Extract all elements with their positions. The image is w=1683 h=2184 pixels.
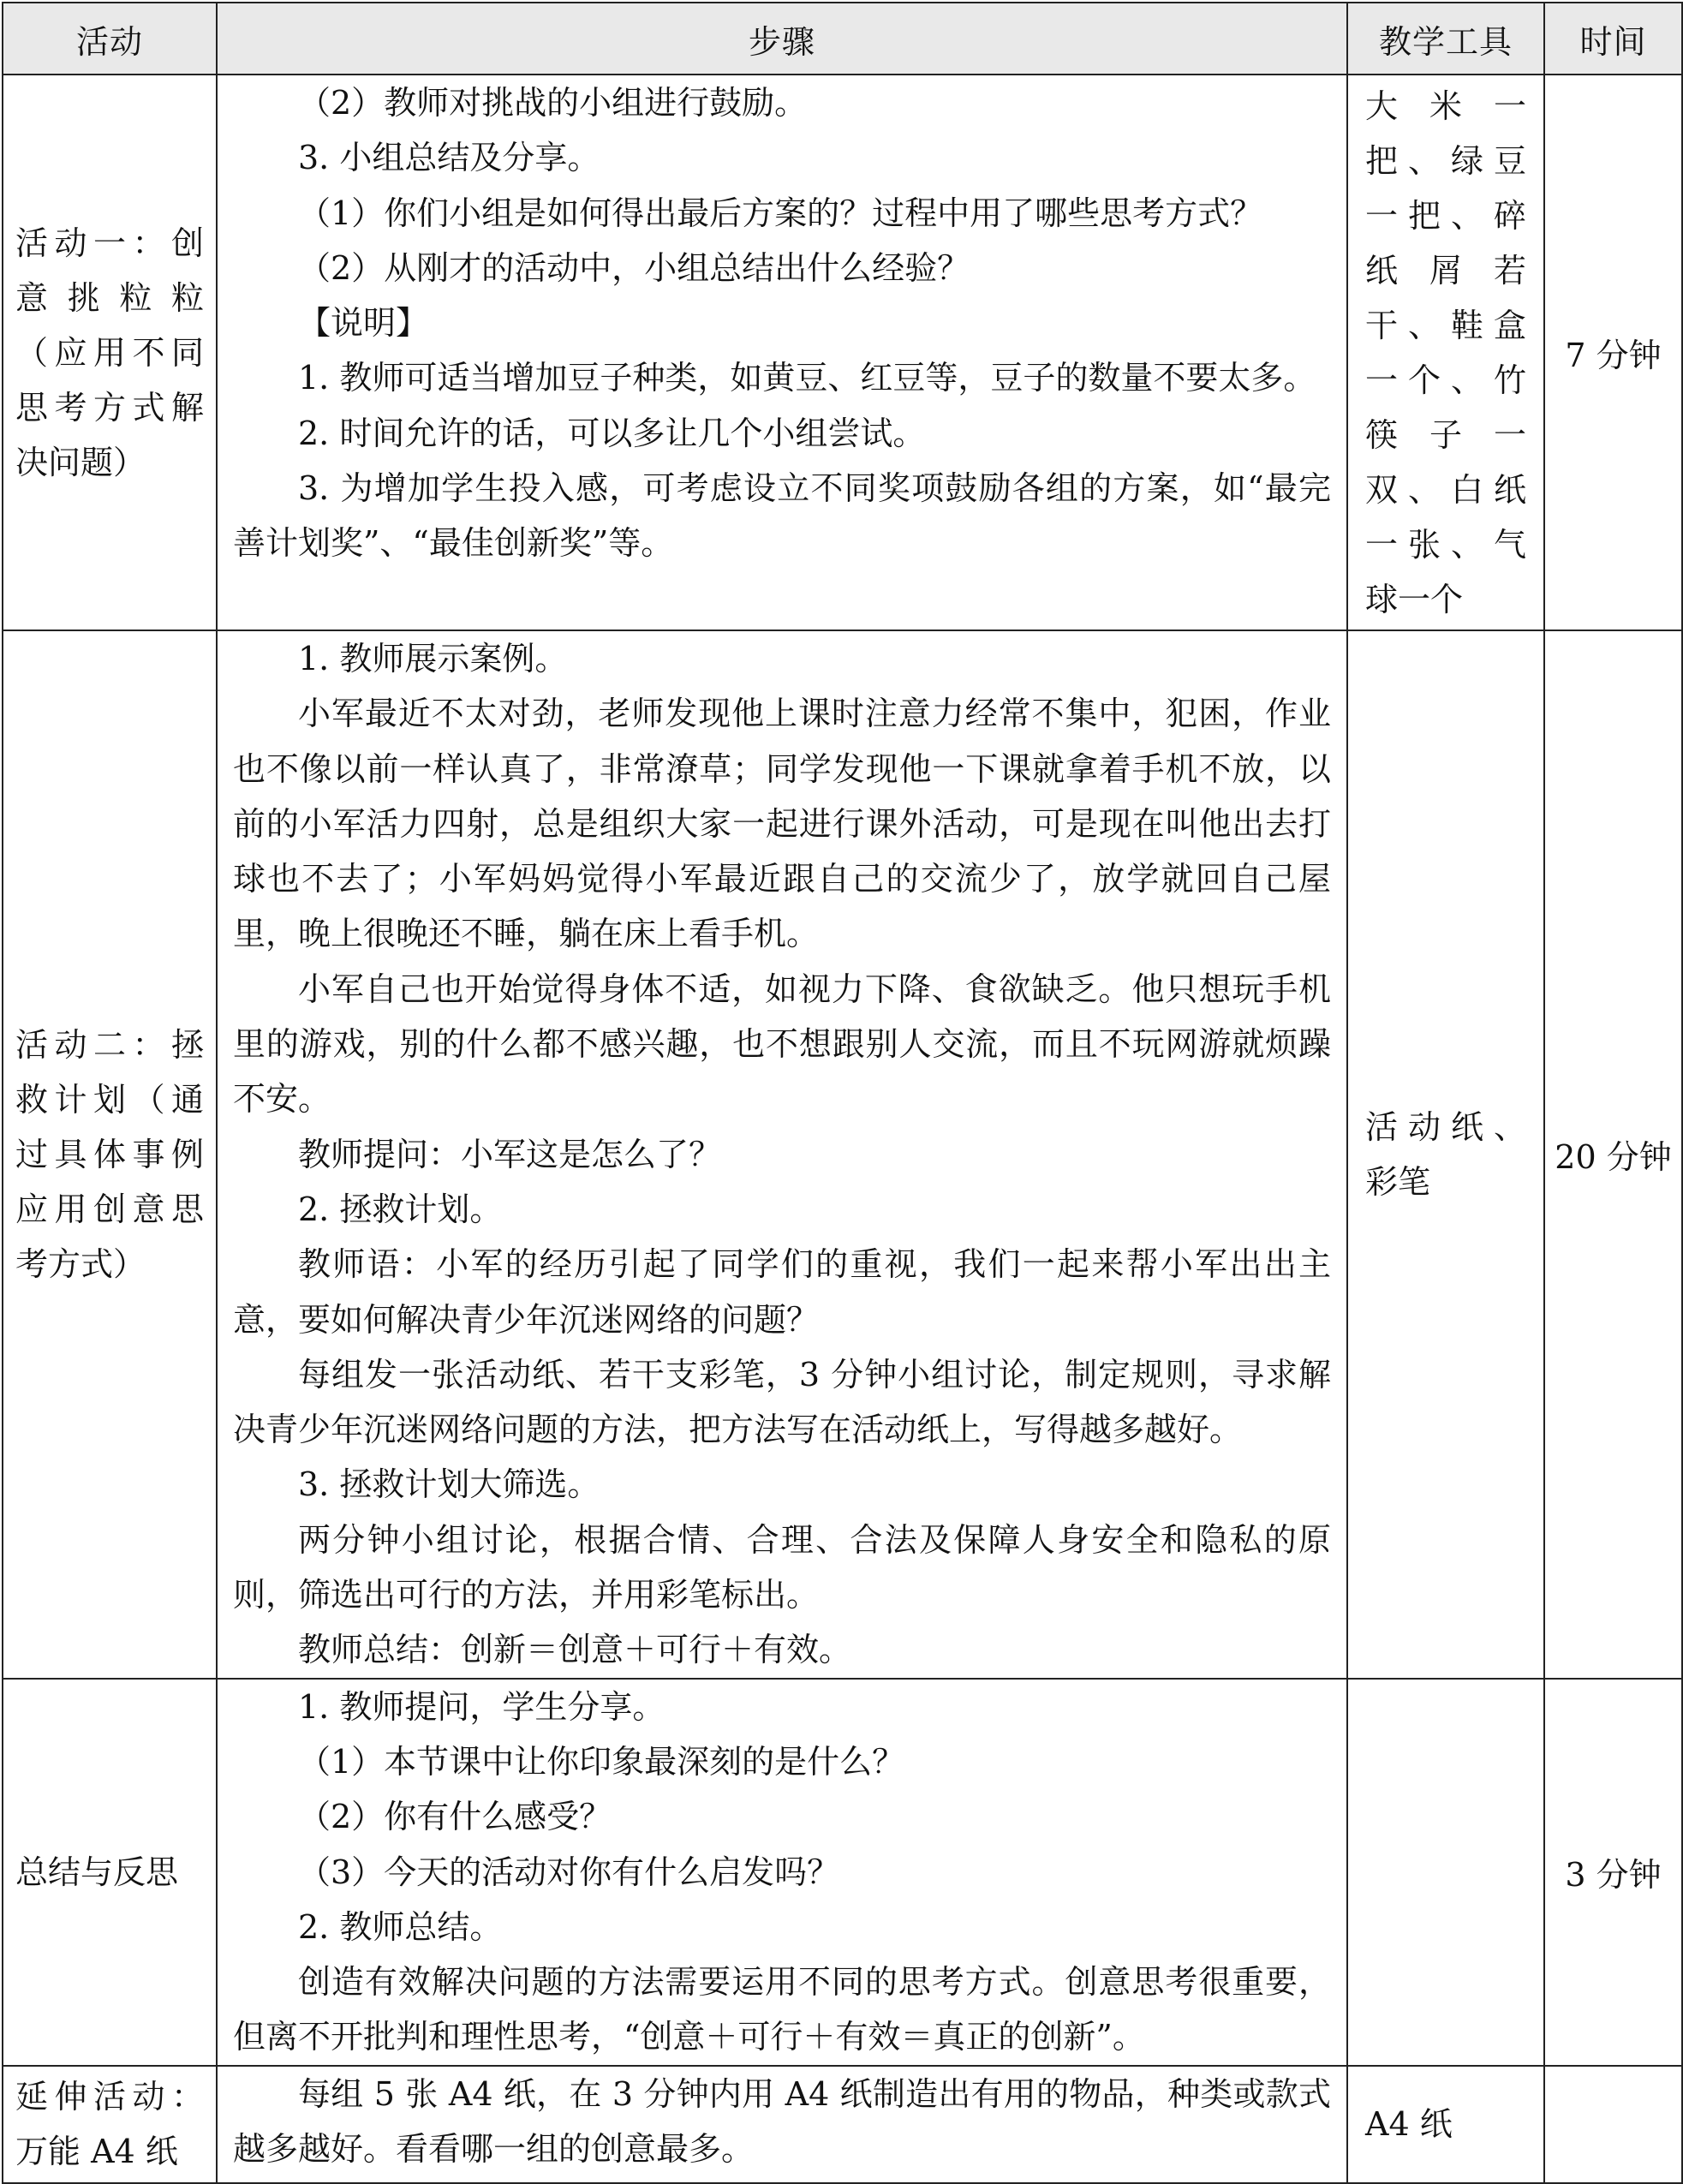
- step-paragraph: 教师语：小军的经历引起了同学们的重视，我们一起来帮小军出出主意，要如何解决青少年沉迷网络的问题？: [233, 1245, 1331, 1339]
- step-paragraph: （1）你们小组是如何得出最后方案的？过程中用了哪些思考方式？: [298, 194, 1263, 232]
- step-paragraph: （2）你有什么感受？: [298, 1798, 612, 1836]
- step-paragraph: 1. 教师展示案例。: [298, 640, 568, 677]
- table-header-row: [3, 3, 1682, 75]
- tools-cell: 大米一把、绿豆一把、碎纸屑若干、鞋盒一个、竹筷子一双、白纸一张、气球一个: [1347, 75, 1544, 630]
- header-steps: 步骤: [217, 3, 1347, 75]
- header-tools: 教学工具: [1347, 3, 1544, 75]
- step-paragraph: 小军自己也开始觉得身体不适，如视力下降、食欲缺乏。他只想玩手机里的游戏，别的什么都不感兴趣，也不想跟别人交流，而且不玩网游就烦躁不安。: [233, 970, 1331, 1119]
- step-paragraph: 3. 小组总结及分享。: [298, 139, 600, 177]
- steps-cell: [217, 2066, 1347, 2183]
- header-time: 时间: [1544, 3, 1682, 75]
- step-paragraph: 每组发一张活动纸、若干支彩笔，3 分钟小组讨论，制定规则，寻求解决青少年沉迷网络问题的方法，把方法写在活动纸上，写得越多越好。: [233, 1355, 1331, 1449]
- step-paragraph: 【说明】: [298, 304, 429, 343]
- step-paragraph: 1. 教师提问，学生分享。: [298, 1687, 665, 1726]
- step-paragraph: 1. 教师可适当增加豆子种类，如黄豆、红豆等，豆子的数量不要太多。: [298, 359, 1316, 397]
- step-paragraph: （2）教师对挑战的小组进行鼓励。: [298, 84, 808, 122]
- time-cell: 7 分钟: [1544, 75, 1682, 630]
- step-paragraph: 3. 拯救计划大筛选。: [298, 1465, 600, 1504]
- activity-cell: 活动一：创意挑粒粒（应用不同思考方式解决问题）: [3, 75, 217, 630]
- step-paragraph: 2. 拯救计划。: [298, 1190, 503, 1228]
- step-paragraph: 创造有效解决问题的方法需要运用不同的思考方式。创意思考很重要，但离不开批判和理性思考，“创意＋可行＋有效＝真正的创新”。: [233, 1963, 1331, 2056]
- step-paragraph: 3. 为增加学生投入感，可考虑设立不同奖项鼓励各组的方案，如“最完善计划奖”、“最佳创新奖”等。: [233, 469, 1331, 563]
- header-activity: 活动: [3, 3, 217, 75]
- table-row: [3, 1679, 1682, 2066]
- step-paragraph: 2. 教师总结。: [298, 1907, 503, 1946]
- time-cell: [1544, 2066, 1682, 2183]
- activity-cell: 延伸活动：万能 A4 纸: [3, 2066, 217, 2183]
- table-row: [3, 75, 1682, 630]
- table-row: [3, 630, 1682, 1679]
- steps-cell: [217, 630, 1347, 1679]
- step-paragraph: 教师总结：创新＝创意＋可行＋有效。: [298, 1631, 852, 1669]
- tools-cell: [1347, 1679, 1544, 2066]
- activity-cell: 活动二：拯救计划（通过具体事例应用创意思考方式）: [3, 630, 217, 1679]
- activity-cell: 总结与反思: [3, 1679, 217, 2066]
- tools-cell: A4 纸: [1347, 2066, 1544, 2183]
- time-cell: 3 分钟: [1544, 1679, 1682, 2066]
- step-paragraph: 小军最近不太对劲，老师发现他上课时注意力经常不集中，犯困，作业也不像以前一样认真了，非常潦草；同学发现他一下课就拿着手机不放，以前的小军活力四射，总是组织大家一起进行课外活动，可是现在叫他出去打球也不去了；小军妈妈觉得小军最近跟自己的交流少了，放学就回自己屋里，晚上很晚还不睡，躺在床上看手机。: [233, 695, 1331, 953]
- lesson-plan-table: [2, 2, 1683, 2184]
- steps-cell: [217, 75, 1347, 630]
- step-paragraph: （2）从刚才的活动中，小组总结出什么经验？: [298, 248, 970, 287]
- step-paragraph: 两分钟小组讨论，根据合情、合理、合法及保障人身安全和隐私的原则，筛选出可行的方法，并用彩笔标出。: [233, 1520, 1331, 1614]
- steps-cell: [217, 1679, 1347, 2066]
- table-row: [3, 2066, 1682, 2183]
- step-paragraph: 每组 5 张 A4 纸，在 3 分钟内用 A4 纸制造出有用的物品，种类或款式越多越好。看看哪一组的创意最多。: [233, 2074, 1331, 2169]
- step-paragraph: （3）今天的活动对你有什么启发吗？: [298, 1853, 840, 1891]
- step-paragraph: （1）本节课中让你印象最深刻的是什么？: [298, 1742, 905, 1781]
- time-cell: 20 分钟: [1544, 630, 1682, 1679]
- step-paragraph: 2. 时间允许的话，可以多让几个小组尝试。: [298, 414, 926, 452]
- step-paragraph: 教师提问：小军这是怎么了？: [298, 1135, 722, 1173]
- tools-cell: 活动纸、彩笔: [1347, 630, 1544, 1679]
